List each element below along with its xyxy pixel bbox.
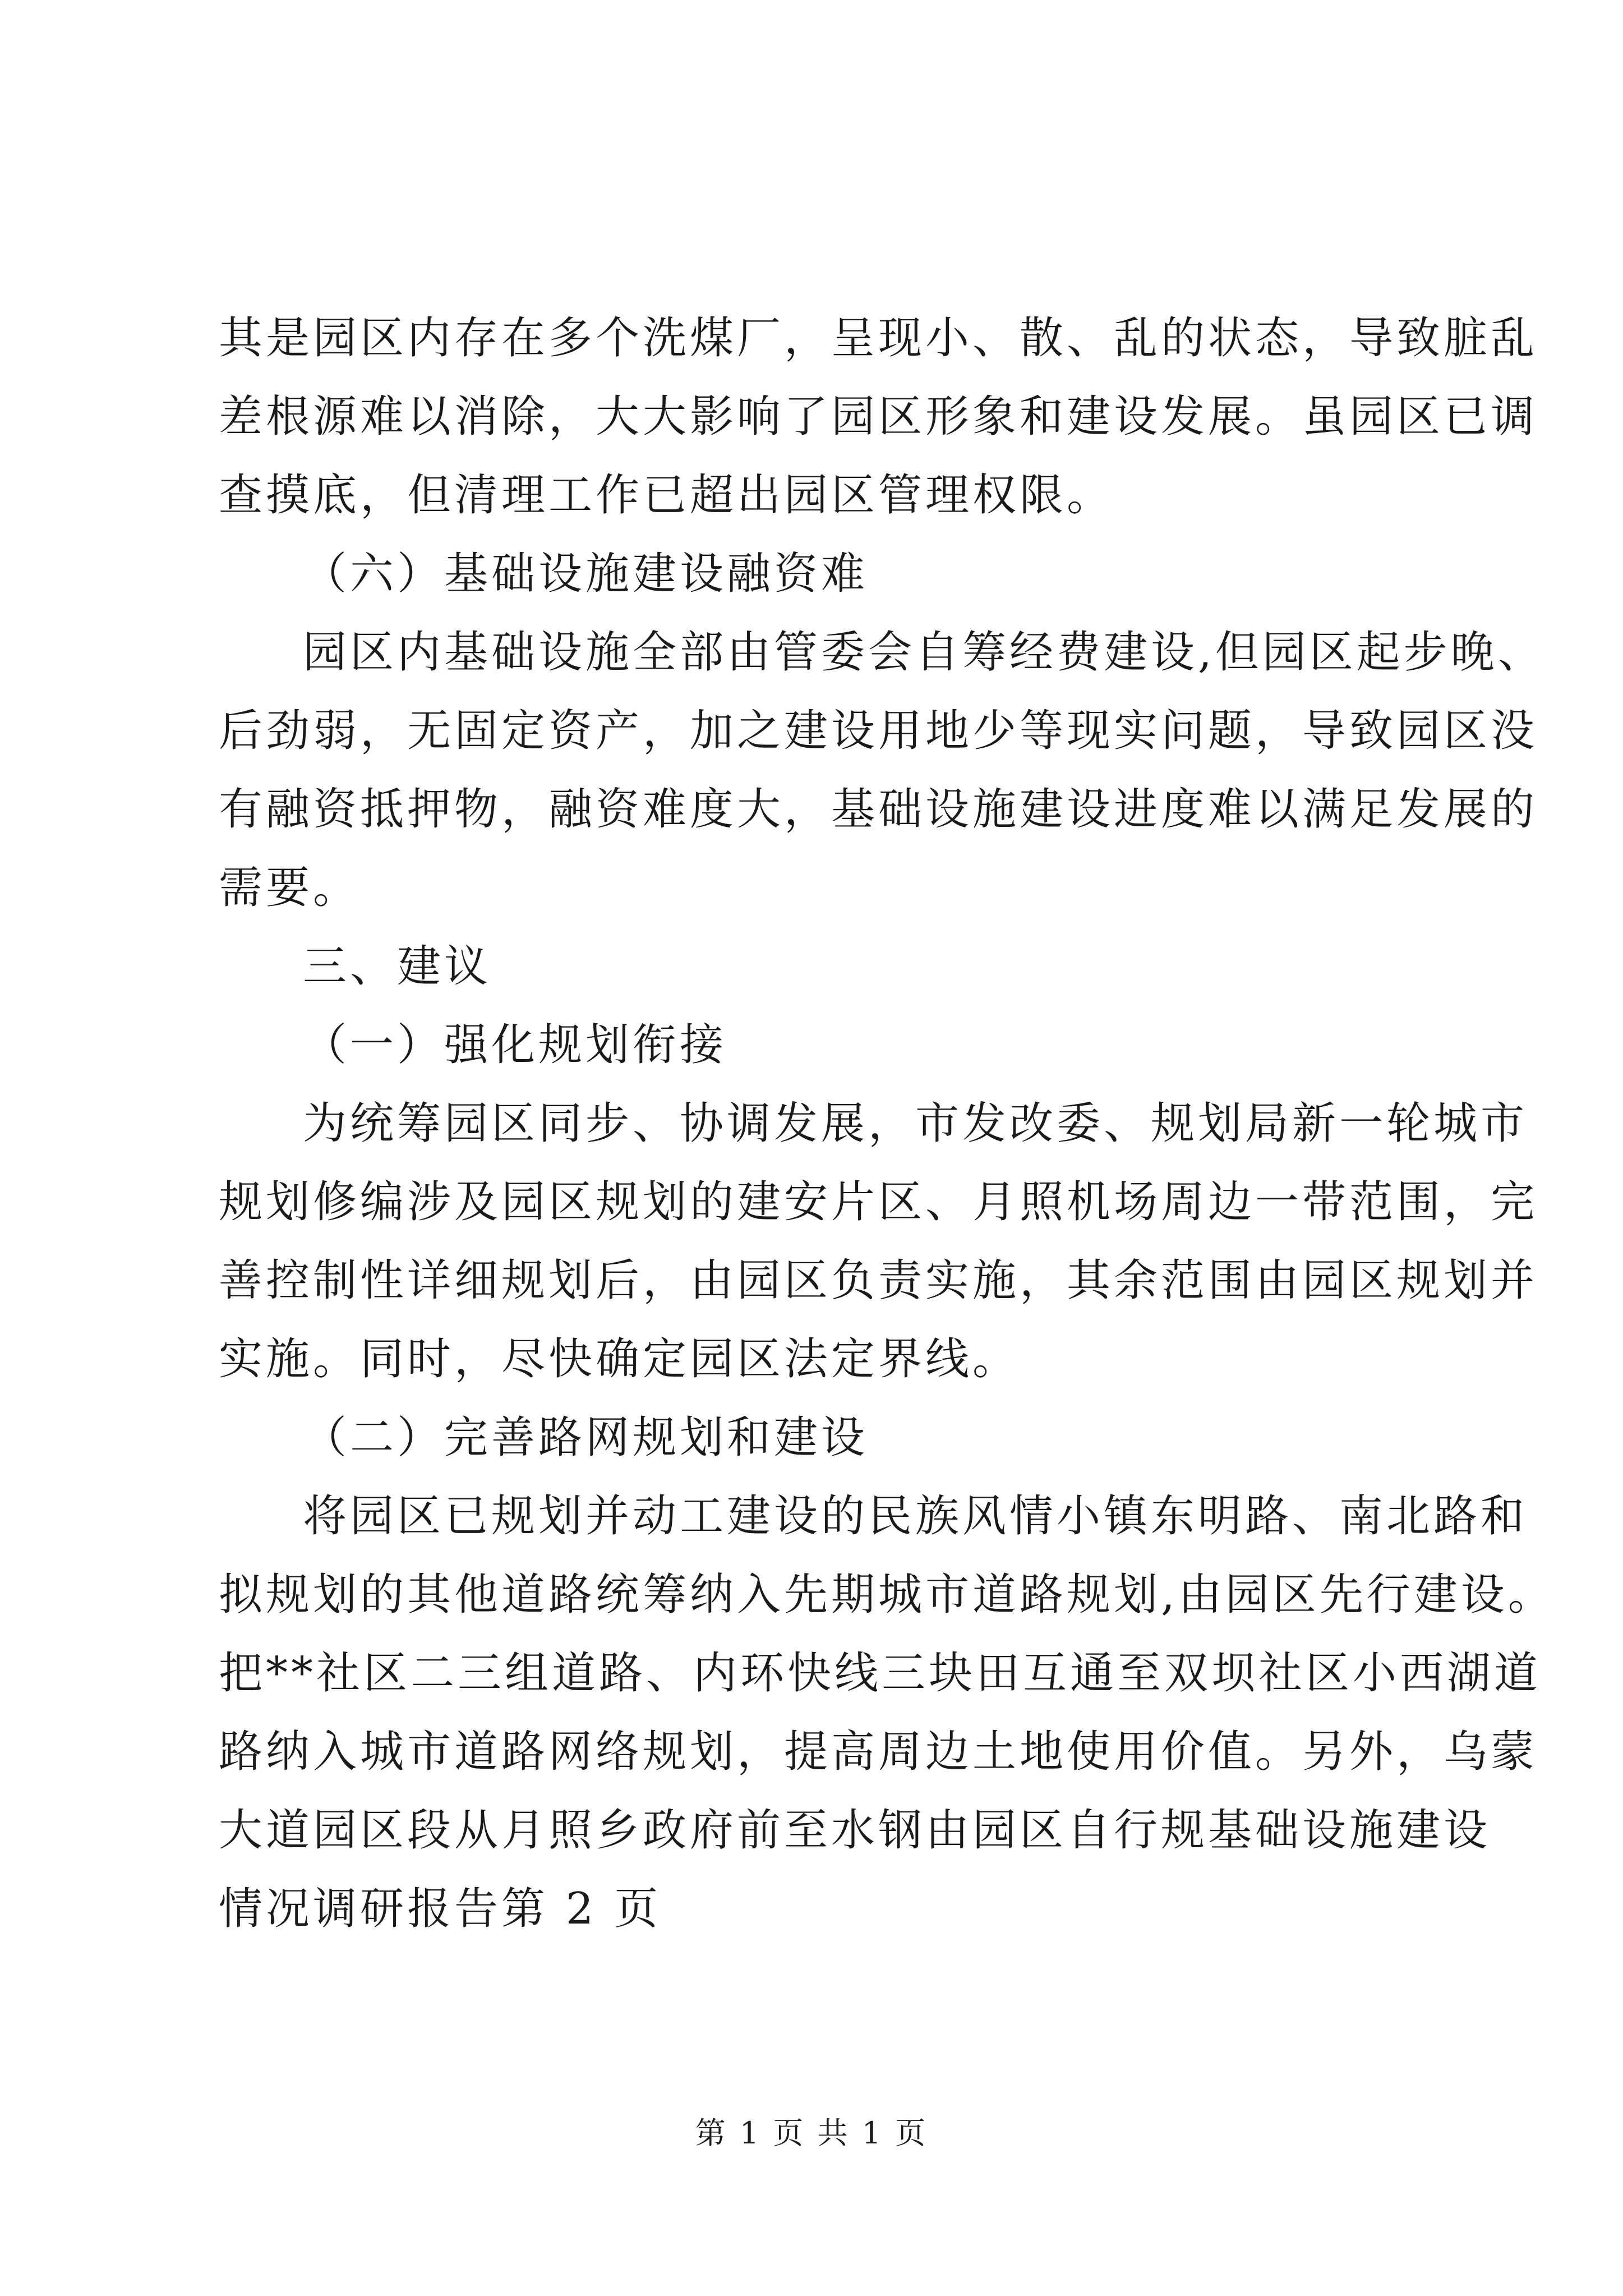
section-heading: 三、建议	[303, 941, 492, 992]
section-heading: （一）强化规划衔接	[303, 1020, 727, 1070]
body-text-line: 拟规划的其他道路统筹纳入先期城市道路规划,由园区先行建设。	[219, 1570, 1555, 1620]
body-text-line: 善控制性详细规划后，由园区负责实施，其余范围由园区规划并	[219, 1255, 1538, 1306]
body-text-line: 需要。	[219, 863, 361, 913]
body-text-line: 园区内基础设施全部由管委会自筹经费建设,但园区起步晚、	[303, 627, 1545, 678]
body-text-line: 路纳入城市道路网络规划，提高周边土地使用价值。另外，乌蒙	[219, 1727, 1538, 1777]
body-text-line: 情况调研报告第 2 页	[219, 1884, 662, 1934]
body-text-line: 大道园区段从月照乡政府前至水钢由园区自行规基础设施建设	[219, 1805, 1491, 1856]
body-text-line: 为统筹园区同步、协调发展，市发改委、规划局新一轮城市	[303, 1098, 1528, 1149]
section-heading: （二）完善路网规划和建设	[303, 1412, 869, 1463]
body-text-line: 有融资抵押物，融资难度大，基础设施建设进度难以满足发展的	[219, 784, 1538, 835]
body-text-line: 差根源难以消除，大大影响了园区形象和建设发展。虽园区已调	[219, 392, 1538, 442]
body-text-line: 把**社区二三组道路、内环快线三块田互通至双坝社区小西湖道	[219, 1648, 1542, 1699]
body-text-line: 规划修编涉及园区规划的建安片区、月照机场周边一带范围，完	[219, 1177, 1538, 1227]
page-footer: 第 1 页 共 1 页	[695, 2115, 928, 2151]
section-heading: （六）基础设施建设融资难	[303, 549, 869, 599]
body-text-line: 后劲弱，无固定资产，加之建设用地少等现实问题，导致园区没	[219, 706, 1538, 756]
body-text-line: 实施。同时，尽快确定园区法定界线。	[219, 1334, 1020, 1384]
body-text-line: 查摸底，但清理工作已超出园区管理权限。	[219, 470, 1114, 521]
body-text-line: 将园区已规划并动工建设的民族风情小镇东明路、南北路和	[303, 1491, 1528, 1542]
body-text-line: 其是园区内存在多个洗煤厂，呈现小、散、乱的状态，导致脏乱	[219, 313, 1538, 364]
